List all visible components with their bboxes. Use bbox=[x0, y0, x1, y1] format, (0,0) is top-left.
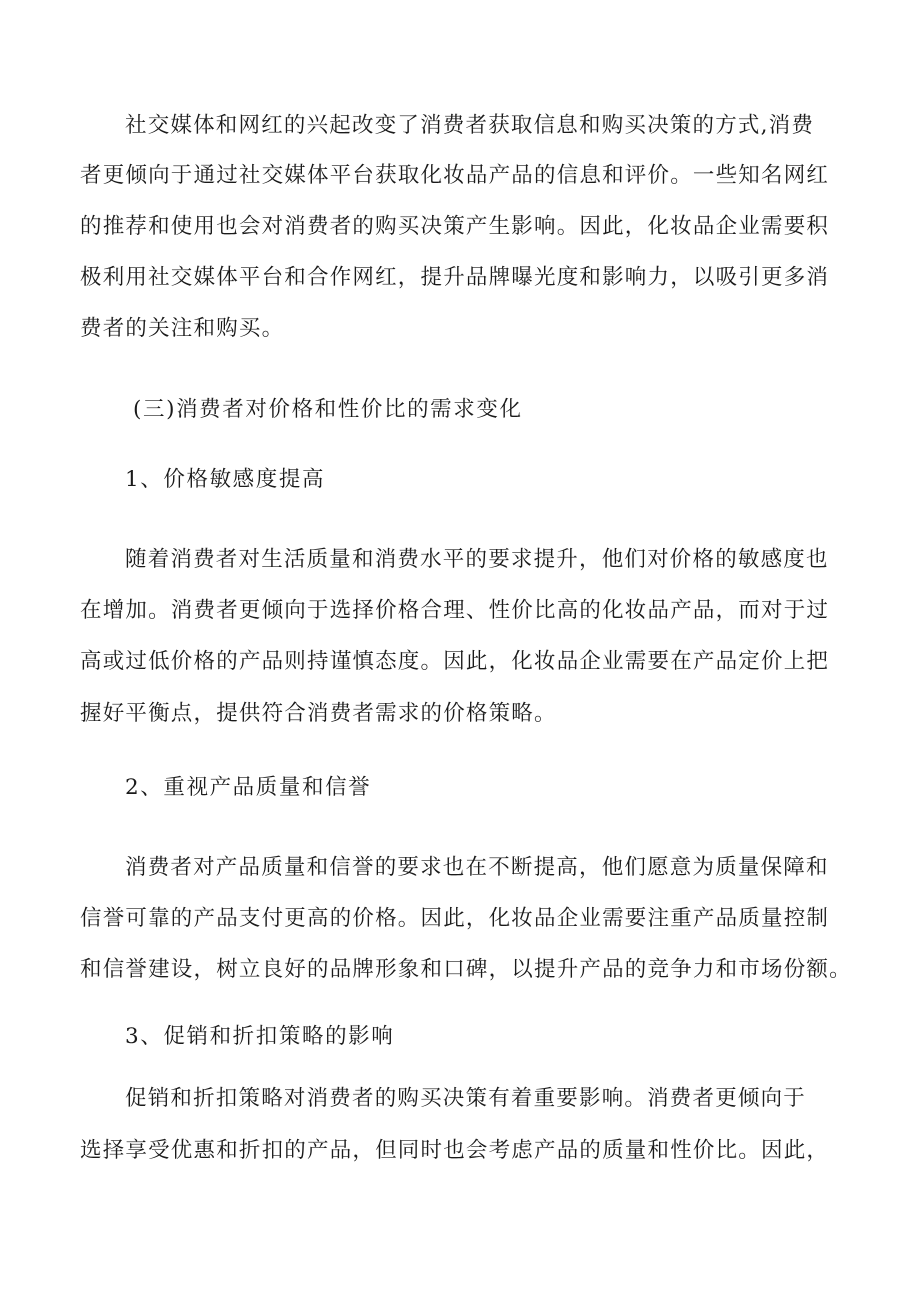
section-heading-3: (三)消费者对价格和性价比的需求变化 bbox=[133, 397, 523, 422]
item-1-line-4: 握好平衡点，提供符合消费者需求的价格策略。 bbox=[80, 701, 557, 726]
item-3-line-2: 选择享受优惠和折扣的产品，但同时也会考虑产品的质量和性价比。因此， bbox=[80, 1138, 830, 1163]
item-2-heading: 2、重视产品质量和信誉 bbox=[125, 775, 372, 800]
item-2-line-3: 和信誉建设，树立良好的品牌形象和口碑，以提升产品的竞争力和市场份额。 bbox=[80, 957, 852, 982]
paragraph-1-line-4: 极利用社交媒体平台和合作网红，提升品牌曝光度和影响力，以吸引更多消 bbox=[80, 265, 830, 290]
paragraph-1-line-3: 的推荐和使用也会对消费者的购买决策产生影响。因此，化妆品企业需要积 bbox=[80, 214, 830, 239]
item-3-heading: 3、促销和折扣策略的影响 bbox=[125, 1024, 395, 1049]
item-1-heading: 1、价格敏感度提高 bbox=[125, 467, 326, 492]
paragraph-1-line-5: 费者的关注和购买。 bbox=[80, 316, 285, 341]
item-1-line-2: 在增加。消费者更倾向于选择价格合理、性价比高的化妆品产品，而对于过 bbox=[80, 598, 830, 623]
item-2-line-2: 信誉可靠的产品支付更高的价格。因此，化妆品企业需要注重产品质量控制 bbox=[80, 906, 830, 931]
paragraph-1-line-2: 者更倾向于通过社交媒体平台获取化妆品产品的信息和评价。一些知名网红 bbox=[80, 163, 830, 188]
item-2-line-1: 消费者对产品质量和信誉的要求也在不断提高，他们愿意为质量保障和 bbox=[125, 855, 829, 880]
paragraph-1-line-1: 社交媒体和网红的兴起改变了消费者获取信息和购买决策的方式,消费 bbox=[125, 113, 815, 138]
item-3-line-1: 促销和折扣策略对消费者的购买决策有着重要影响。消费者更倾向于 bbox=[125, 1086, 807, 1111]
item-1-line-3: 高或过低价格的产品则持谨慎态度。因此，化妆品企业需要在产品定价上把 bbox=[80, 649, 830, 674]
item-1-line-1: 随着消费者对生活质量和消费水平的要求提升，他们对价格的敏感度也 bbox=[125, 547, 829, 572]
